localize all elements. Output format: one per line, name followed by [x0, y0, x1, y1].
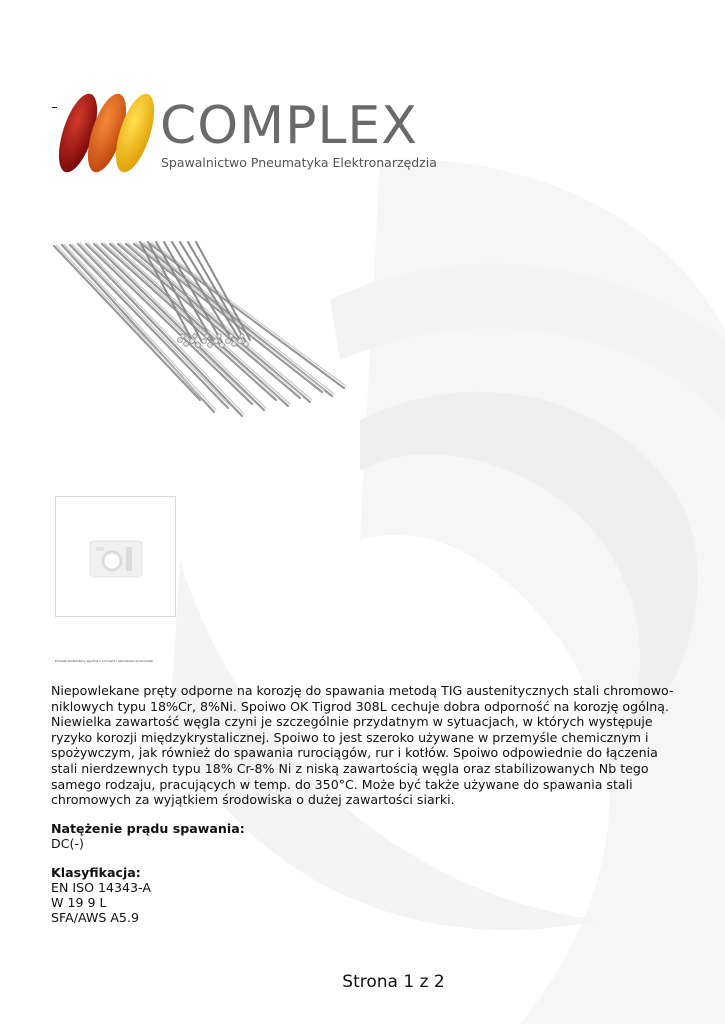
current-value: DC(-)	[51, 836, 84, 851]
thumbnail-placeholder[interactable]	[55, 496, 176, 617]
logo-brand-text: COMPLEX	[160, 96, 418, 156]
classification-line: EN ISO 14343-A	[51, 880, 151, 895]
classification-section	[51, 865, 151, 925]
fineprint-note: Produkt dostarczany zgodnie z normami i warunkami producenta	[55, 659, 153, 663]
classification-line: SFA/AWS A5.9	[51, 910, 139, 925]
current-section	[51, 821, 245, 851]
logo-tagline: Spawalnictwo Pneumatyka Elektronarzędzia	[161, 155, 437, 170]
product-description: Niepowlekane pręty odporne na korozję do spawania metodą TIG austenitycznych stali chromowo-niklowych typu 18%Cr, 8%Ni. Spoiwo OK Tigrod 308L cechuje dobra odporność na korozję ogólną. Niewielka zawartość węgla czyni je szczególnie przydatnym w sytuacjach, w których występuje ryzyko korozji międzykrystalicznej. Spoiwo to jest szeroko używane w przemyśle chemicznym i spożywczym, jak również do spawania rurociągów, rur i kotłów. Spoiwo odpowiednie do łączenia stali nierdzewnych typu 18% Cr-8% Ni z niską zawartością węgla oraz stabilizowanych Nb tego samego rodzaju, pracujących w temp. do 350°C. Może być także używane do spawania stali chromowych za wyjątkiem środowiska o dużej zawartości siarki.	[51, 683, 674, 808]
page-number: Strona 1 z 2	[342, 972, 445, 992]
welding-rods-image	[52, 240, 352, 425]
image-placeholder-icon	[88, 539, 144, 579]
classification-line: W 19 9 L	[51, 895, 107, 910]
current-heading: Natężenie prądu spawania:	[51, 821, 245, 836]
classification-heading: Klasyfikacja:	[51, 865, 141, 880]
